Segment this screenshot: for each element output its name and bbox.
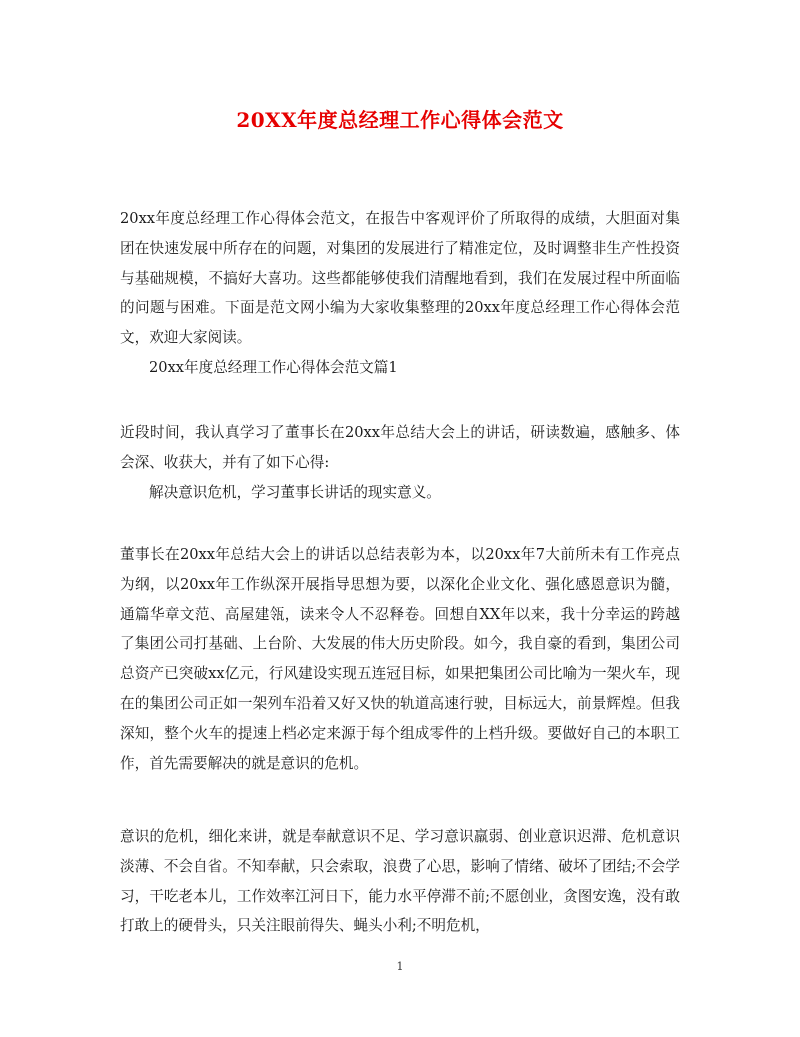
- document-title: 20XX年度总经理工作心得体会范文: [236, 108, 564, 132]
- intro-paragraph: 20xx年度总经理工作心得体会范文，在报告中客观评价了所取得的成绩，大胆面对集团在快速发展中所存在的问题，对集团的发展进行了精准定位，及时调整非生产性投资与基础规模，不搞好大喜功。这些都能够使我们清醒地看到，我们在发展过程中所面临的问题与困难。下面是范文网小编为大家收集整理的20xx年度总经理工作心得体会范文，欢迎大家阅读。: [120, 210, 680, 347]
- paragraph-3: 意识的危机，细化来讲，就是奉献意识不足、学习意识羸弱、创业意识迟滞、危机意识淡薄、不会自省。不知奉献，只会索取，浪费了心思，影响了情绪、破坏了团结;不会学习，干吃老本儿，工作效率江河日下，能力水平停滞不前;不愿创业，贪图安逸，没有敢打敢上的硬骨头，只关注眼前得失、蝇头小利;不明危机，: [120, 828, 680, 935]
- paragraph-1: 近段时间，我认真学习了董事长在20xx年总结大会上的讲话，研读数遍，感触多、体会深、收获大，并有了如下心得:: [120, 424, 680, 471]
- section-one-block: [120, 418, 680, 507]
- page-number: 1: [396, 960, 404, 973]
- section-heading: 20xx年度总经理工作心得体会范文篇1: [149, 358, 398, 376]
- intro-block: [120, 204, 680, 383]
- subheading-1: 解决意识危机，学习董事长讲话的现实意义。: [149, 483, 441, 501]
- paragraph-2: 董事长在20xx年总结大会上的讲话以总结表彰为本，以20xx年7大前所未有工作亮点为纲，以20xx年工作纵深开展指导思想为要，以深化企业文化、强化感恩意识为髓，通篇华章文范、高屋建瓴，读来令人不忍释卷。回想自XX年以来，我十分幸运的跨越了集团公司打基础、上台阶、大发展的伟大历史阶段。如今，我自豪的看到，集团公司总资产已突破xx亿元，行风建设实现五连冠目标，如果把集团公司比喻为一架火车，现在的集团公司正如一架列车沿着又好又快的轨道高速行驶，目标远大，前景辉煌。但我深知，整个火车的提速上档必定来源于每个组成零件的上档升级。要做好自己的本职工作，首先需要解决的就是意识的危机。: [120, 546, 680, 772]
- paragraph-3-block: [120, 822, 680, 941]
- paragraph-2-block: [120, 540, 680, 778]
